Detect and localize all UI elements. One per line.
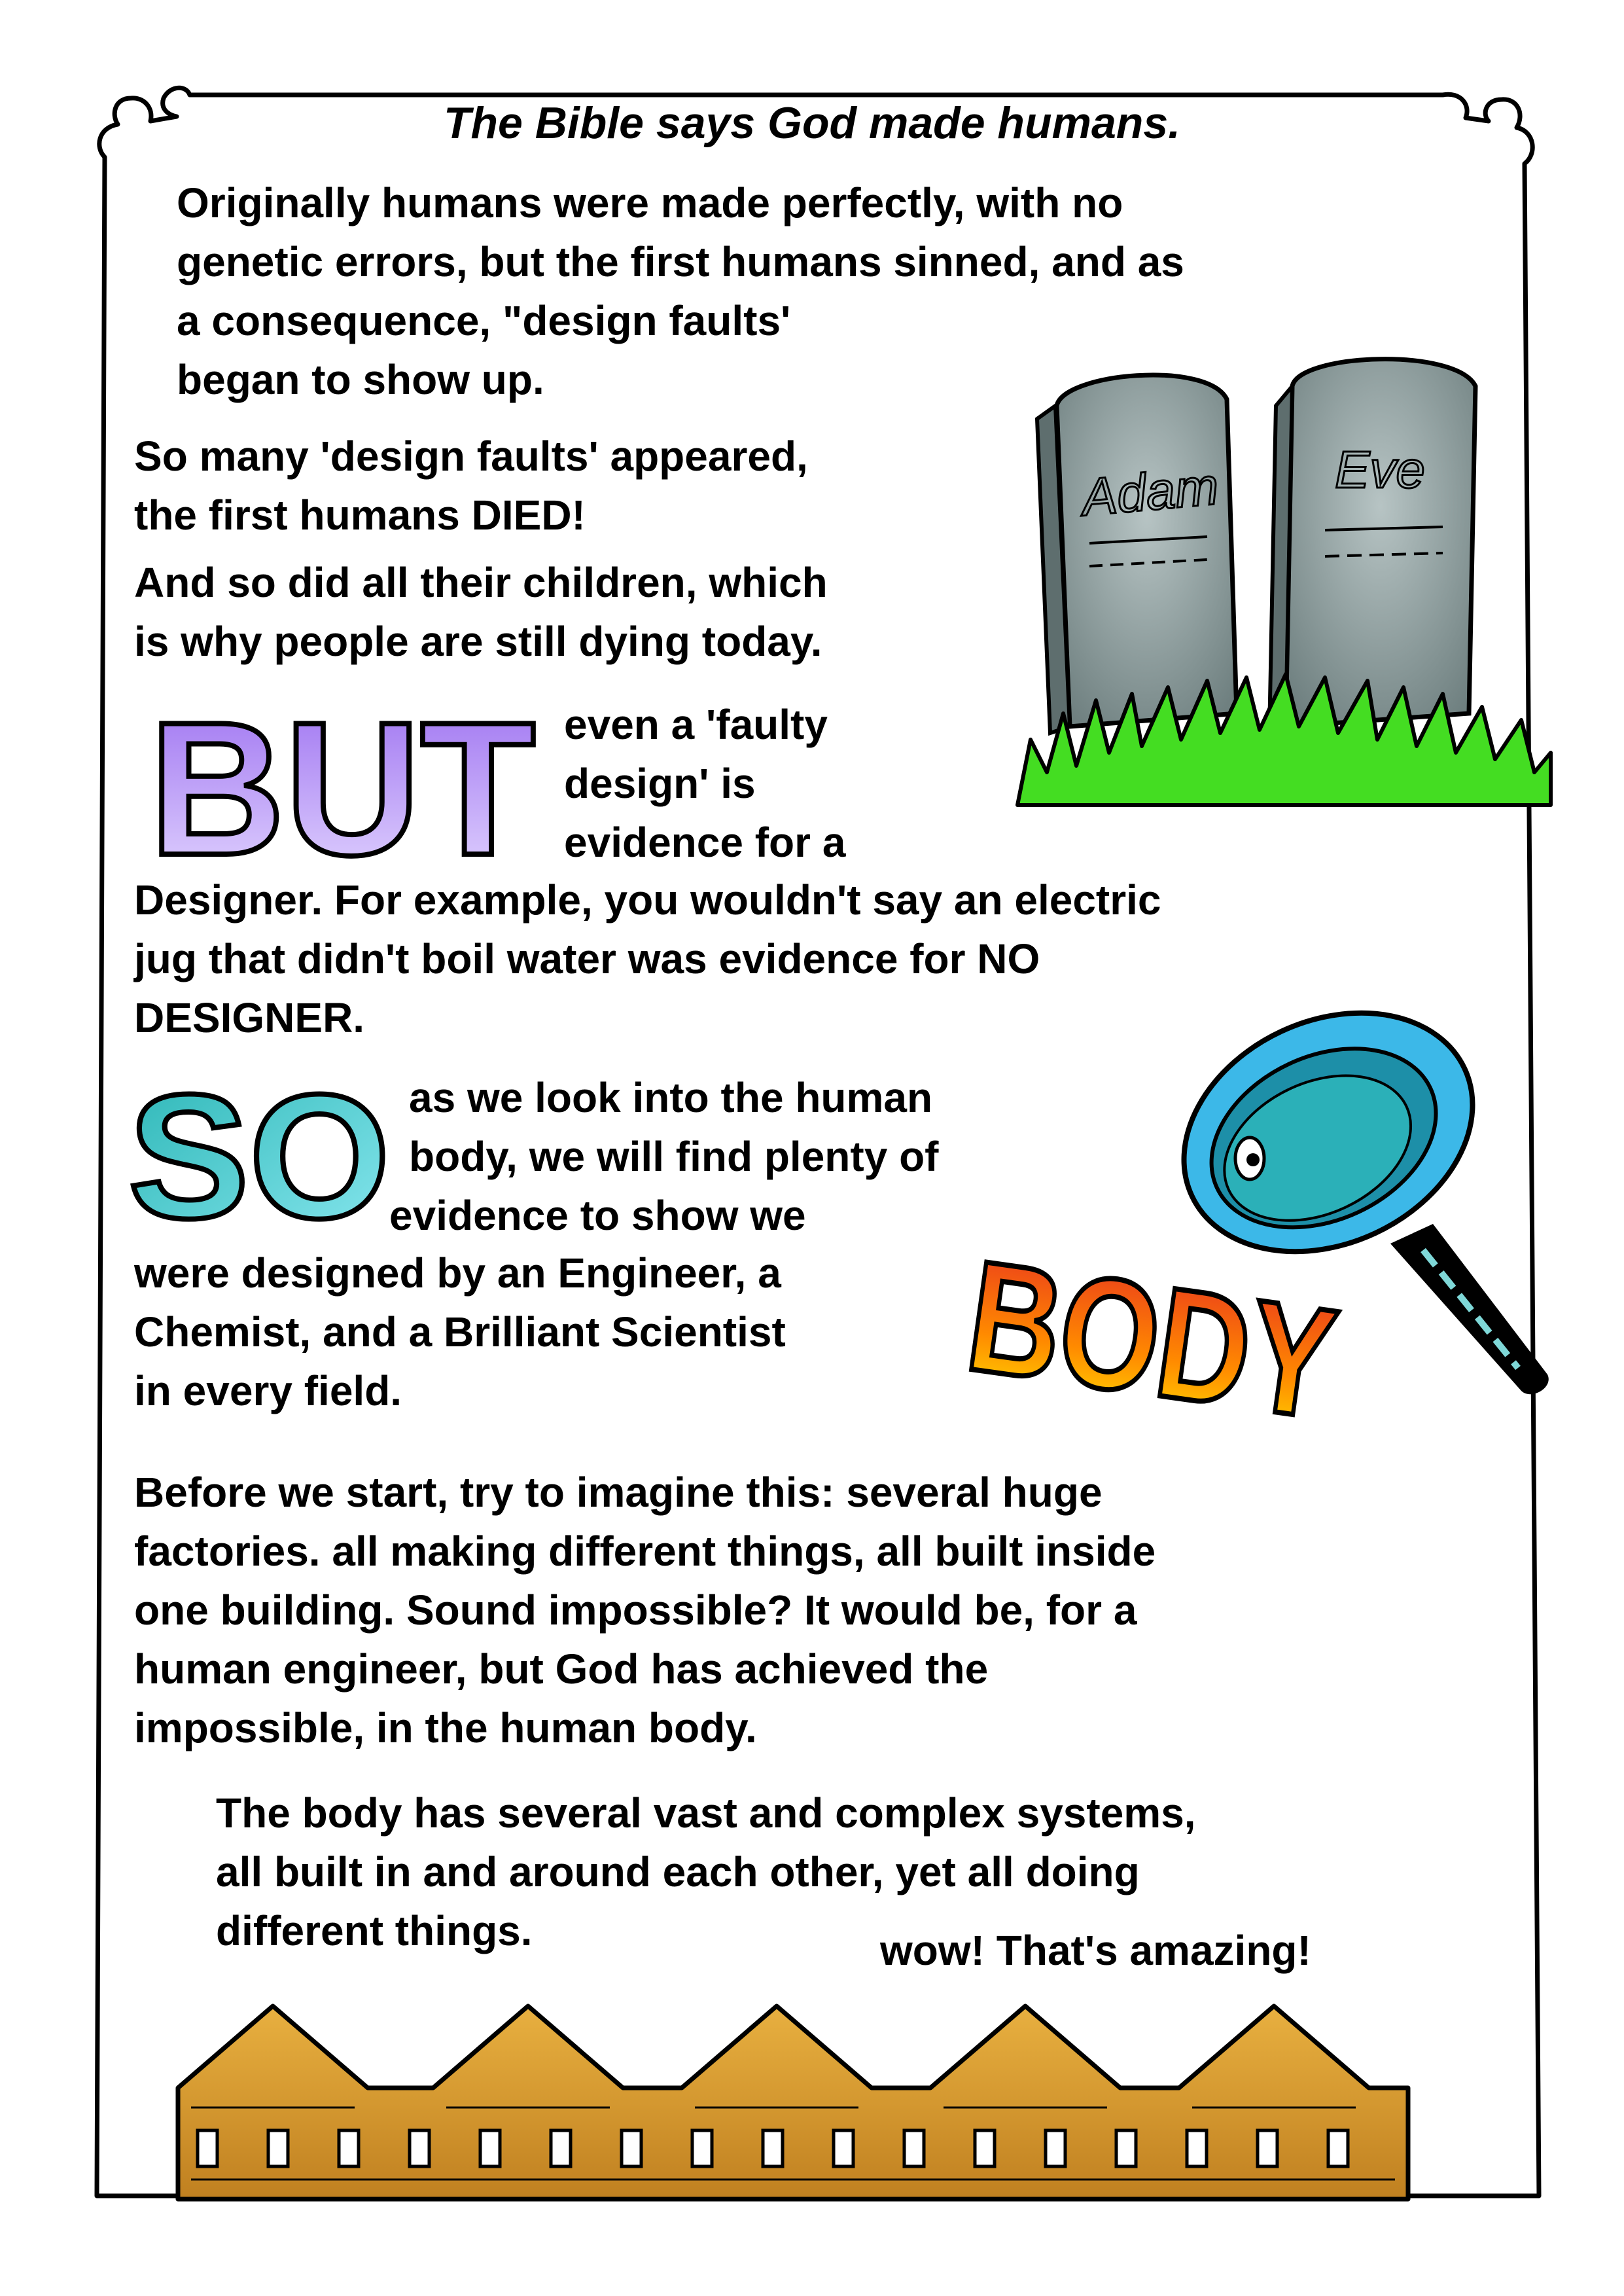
- designer-paragraph: [134, 870, 1161, 1047]
- so-bubble-word: [123, 1058, 398, 1255]
- factory-window: [763, 2130, 783, 2166]
- page-title: The Bible says God made humans.: [443, 98, 1181, 148]
- factory-window: [1258, 2130, 1277, 2166]
- body-bubble-word: [958, 1178, 1432, 1465]
- tombstone-eve-name: Eve: [1335, 440, 1425, 499]
- text-line: is why people are still dying today.: [134, 618, 822, 665]
- text-line: design' is: [564, 760, 756, 807]
- but-bubble-word: [143, 683, 548, 895]
- children-paragraph: [134, 553, 828, 671]
- design-faults-paragraph: [134, 427, 808, 545]
- text-line: So many 'design faults' appeared,: [134, 433, 808, 480]
- factory-window: [834, 2130, 853, 2166]
- factory-window: [975, 2130, 995, 2166]
- text-line: body, we will find plenty of: [409, 1133, 939, 1180]
- text-line: impossible, in the human body.: [134, 1704, 757, 1751]
- factory-window: [1187, 2130, 1207, 2166]
- text-line: The body has several vast and complex systems,: [216, 1789, 1196, 1837]
- text-line: And so did all their children, which: [134, 559, 828, 606]
- factory-window: [480, 2130, 500, 2166]
- so-word: SO: [128, 1058, 390, 1255]
- factory-row-illustration: [171, 1990, 1480, 2206]
- text-line: in every field.: [134, 1367, 402, 1414]
- factory-window: [692, 2130, 712, 2166]
- factory-window: [198, 2130, 217, 2166]
- text-line: jug that didn't boil water was evidence for NO: [134, 935, 1040, 982]
- exclamation-text: wow! That's amazing!: [880, 1927, 1311, 1974]
- factory-window: [622, 2130, 641, 2166]
- text-line: genetic errors, but the first humans sinned, and as: [177, 238, 1184, 285]
- text-line: one building. Sound impossible? It would be, for a: [134, 1587, 1137, 1634]
- factory-window: [410, 2130, 429, 2166]
- text-line: even a 'faulty: [564, 701, 828, 748]
- faulty-design-side-text: [564, 695, 845, 872]
- text-line: Originally humans were made perfectly, with no: [177, 179, 1123, 226]
- factory-window: [268, 2130, 288, 2166]
- tombstone-eve: [1269, 359, 1475, 733]
- text-line: factories. all making different things, all built inside: [134, 1528, 1156, 1575]
- but-word: BUT: [149, 683, 535, 895]
- factory-window: [551, 2130, 571, 2166]
- text-line: Designer. For example, you wouldn't say an electric: [134, 876, 1161, 924]
- text-line: Chemist, and a Brilliant Scientist: [134, 1308, 786, 1355]
- tombstone-adam-name: Adam: [1079, 456, 1221, 527]
- text-line: different things.: [216, 1907, 533, 1954]
- text-line: Before we start, try to imagine this: several huge: [134, 1469, 1103, 1516]
- look-into-body-side-text: [389, 1068, 939, 1245]
- factory-window: [1328, 2130, 1348, 2166]
- text-line: evidence for a: [564, 819, 846, 866]
- text-line: the first humans DIED!: [134, 492, 586, 539]
- factory-window: [904, 2130, 924, 2166]
- text-line: as we look into the human: [409, 1074, 933, 1121]
- body-word: BODY: [958, 1227, 1432, 1465]
- engineer-paragraph: [134, 1244, 786, 1420]
- factory-window: [1116, 2130, 1136, 2166]
- factory-roofline: [178, 2006, 1408, 2199]
- text-line: a consequence, "design faults': [177, 297, 791, 344]
- factory-window: [1046, 2130, 1065, 2166]
- text-line: began to show up.: [177, 356, 544, 403]
- factories-paragraph: [134, 1463, 1156, 1757]
- text-line: evidence to show we: [389, 1192, 806, 1239]
- text-line: DESIGNER.: [134, 994, 365, 1041]
- text-line: human engineer, but God has achieved the: [134, 1645, 989, 1693]
- tombstones-illustration: [1011, 347, 1554, 818]
- text-line: were designed by an Engineer, a: [134, 1249, 781, 1297]
- factory-window: [339, 2130, 359, 2166]
- text-line: all built in and around each other, yet all doing: [216, 1848, 1140, 1895]
